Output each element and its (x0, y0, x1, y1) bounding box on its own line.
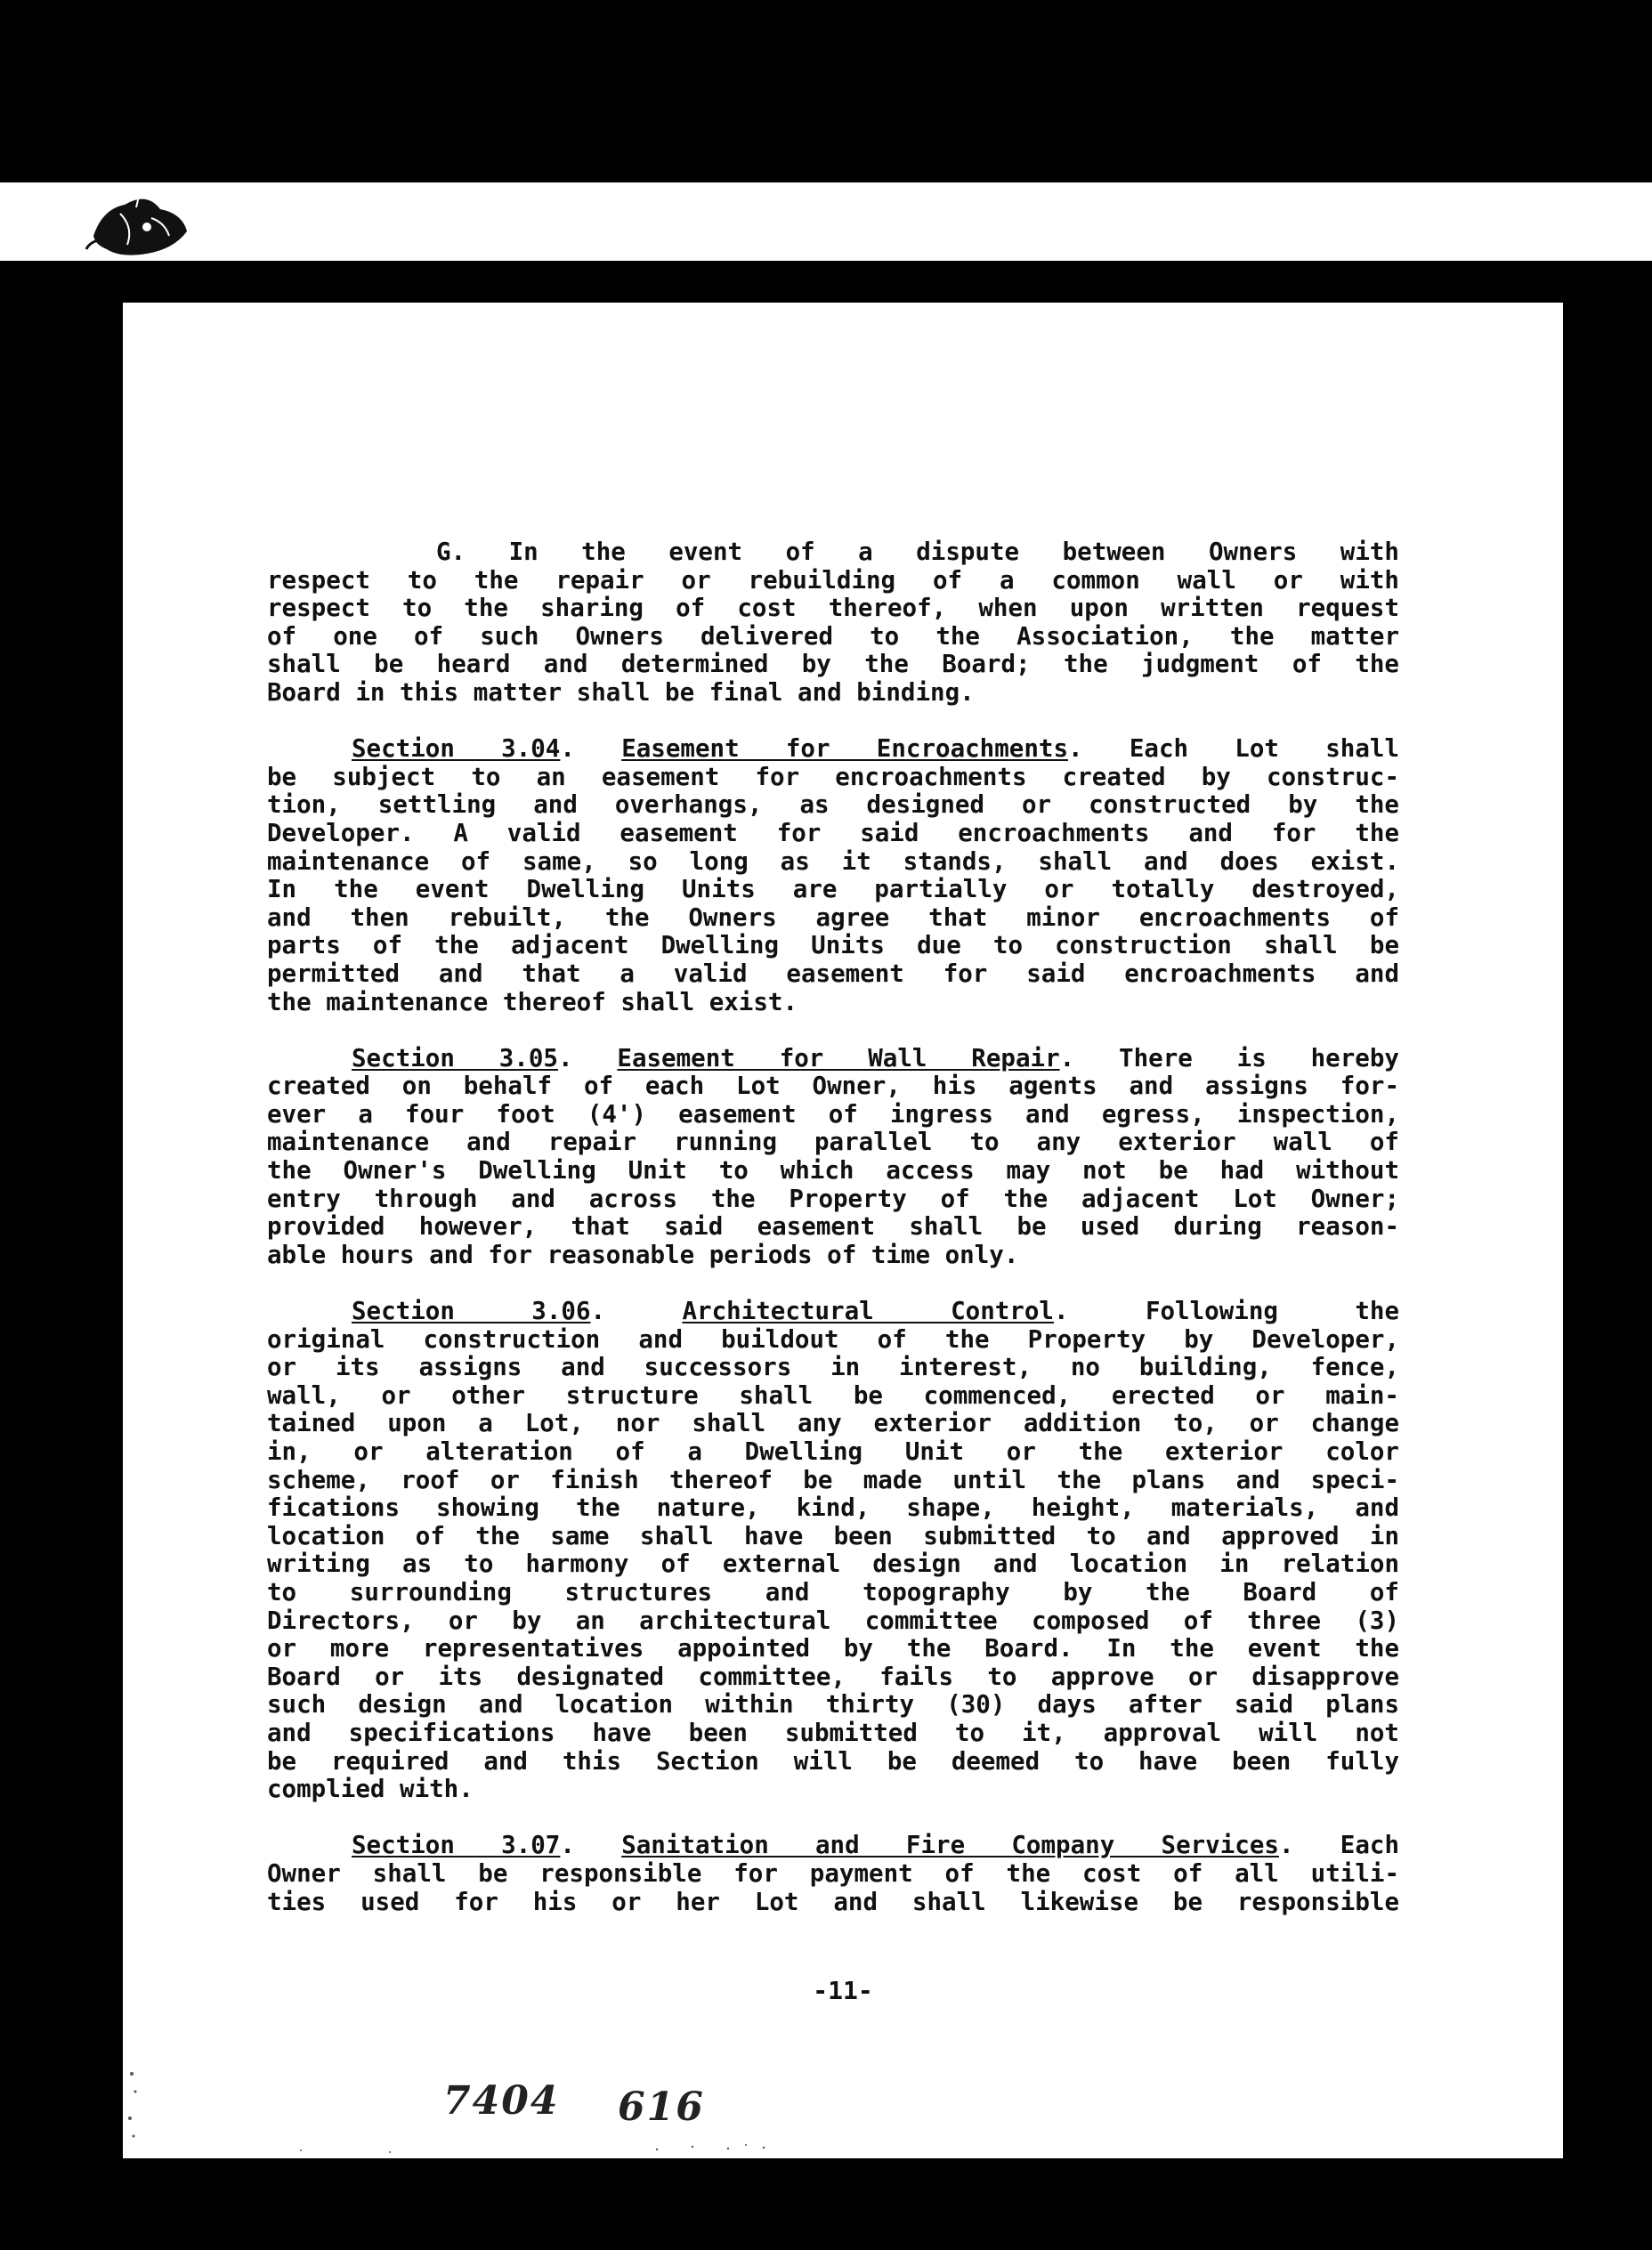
scan-stain-mark (85, 174, 196, 267)
section-title: Easement for Wall Repair (617, 1043, 1060, 1072)
section-3-06 (267, 1298, 1399, 1804)
section-number: Section 3.06 (352, 1297, 591, 1326)
text-line: be subject to an easement for encroachments created by construc- (267, 762, 1399, 791)
text-line: be required and this Section will be deemed to have been fully (267, 1746, 1399, 1776)
text-line: writing as to harmony of external design and location in relation (267, 1550, 1399, 1579)
document-page (123, 303, 1563, 2158)
text-line: in, or alteration of a Dwelling Unit or the exterior color (267, 1437, 1399, 1466)
paragraph-g (267, 538, 1399, 708)
text-line: to surrounding structures and topography by the Board of (267, 1577, 1399, 1607)
text-line: original construction and buildout of the Property by Developer, (267, 1324, 1399, 1354)
text-line: complied with. (267, 1775, 474, 1804)
text-line: or more representatives appointed by the Board. In the event the (267, 1634, 1399, 1663)
section-title: Architectural Control (682, 1297, 1054, 1326)
text-line: tained upon a Lot, nor shall any exterior addition to, or change (267, 1409, 1399, 1438)
section-title: Easement for Encroachments (621, 734, 1069, 764)
section-title: Sanitation and Fire Company Services (621, 1831, 1279, 1860)
text-line: Directors, or by an architectural committee composed of three (3) (267, 1606, 1399, 1635)
text-line: Owner shall be responsible for payment of the cost of all utili- (267, 1858, 1399, 1888)
section-3-04 (267, 735, 1399, 1016)
page-number: -11- (813, 1976, 873, 2005)
text-line: maintenance of same, so long as it stands, shall and does exist. (267, 846, 1399, 876)
section-heading-line: Section 3.05. Easement for Wall Repair. There is hereby (352, 1043, 1399, 1072)
text-line: created on behalf of each Lot Owner, his agents and assigns for- (267, 1072, 1399, 1101)
text-line: the Owner's Dwelling Unit to which access may not be had without (267, 1156, 1399, 1186)
stamp-number-left: 7404 (443, 2078, 560, 2124)
section-3-07 (267, 1832, 1399, 1916)
section-3-05 (267, 1045, 1399, 1270)
text-line: In the event Dwelling Units are partially or totally destroyed, (267, 875, 1399, 904)
section-first-line-text: Following the (1145, 1297, 1399, 1326)
text-line: Board or its designated committee, fails to approve or disapprove (267, 1662, 1399, 1691)
text-line: Board in this matter shall be final and binding. (267, 677, 975, 707)
section-first-line-text: Each Lot shall (1129, 734, 1400, 764)
text-line: ever a four foot (4') easement of ingress and egress, inspection, (267, 1099, 1399, 1129)
text-line: permitted and that a valid easement for said encroachments and (267, 959, 1399, 988)
section-heading-line: Section 3.06. Architectural Control. Following the (352, 1297, 1399, 1326)
scan-top-strip (0, 182, 1652, 271)
text-line: fications showing the nature, kind, shape, height, materials, and (267, 1493, 1399, 1523)
text-line: of one of such Owners delivered to the Association, the matter (267, 621, 1399, 651)
section-first-line-text: Each (1340, 1831, 1400, 1860)
section-heading-line: Section 3.04. Easement for Encroachments. Each Lot shall (352, 734, 1400, 764)
text-line: respect to the sharing of cost thereof, when upon written request (267, 594, 1399, 623)
text-line: and specifications have been submitted to it, approval will not (267, 1718, 1399, 1747)
text-line: ties used for his or her Lot and shall likewise be responsible (267, 1887, 1399, 1916)
text-line: provided however, that said easement shall be used during reason- (267, 1212, 1399, 1242)
section-number: Section 3.04 (352, 734, 561, 764)
text-line: and then rebuilt, the Owners agree that minor encroachments of (267, 902, 1399, 932)
text-line: shall be heard and determined by the Board; the judgment of the (267, 650, 1399, 679)
text-line: or its assigns and successors in interest, no building, fence, (267, 1353, 1399, 1382)
text-line: entry through and across the Property of the adjacent Lot Owner; (267, 1184, 1399, 1213)
section-first-line-text: There is hereby (1119, 1043, 1399, 1072)
text-line: maintenance and repair running parallel to any exterior wall of (267, 1128, 1399, 1157)
text-line: the maintenance thereof shall exist. (267, 987, 798, 1016)
text-line: parts of the adjacent Dwelling Units due to construction shall be (267, 931, 1399, 960)
section-number: Section 3.05 (352, 1043, 558, 1072)
text-line: G. In the event of a dispute between Owners with (436, 538, 1399, 566)
text-line: wall, or other structure shall be commenced, erected or main- (267, 1380, 1399, 1410)
section-number: Section 3.07 (352, 1831, 561, 1860)
text-line: Developer. A valid easement for said encroachments and for the (267, 818, 1399, 847)
text-line: able hours and for reasonable periods of time only. (267, 1240, 1019, 1269)
section-heading-line: Section 3.07. Sanitation and Fire Company Services. Each (352, 1831, 1400, 1860)
text-line: location of the same shall have been submitted to and approved in (267, 1521, 1399, 1550)
text-line: scheme, roof or finish thereof be made until the plans and speci- (267, 1465, 1399, 1494)
text-line: respect to the repair or rebuilding of a common wall or with (267, 565, 1399, 595)
text-line: such design and location within thirty (30) days after said plans (267, 1690, 1399, 1720)
scan-edge-shadow (0, 261, 1652, 279)
text-line: tion, settling and overhangs, as designed or constructed by the (267, 790, 1399, 820)
stamp-number-right: 616 (618, 2084, 705, 2130)
document-body (267, 538, 1399, 1945)
